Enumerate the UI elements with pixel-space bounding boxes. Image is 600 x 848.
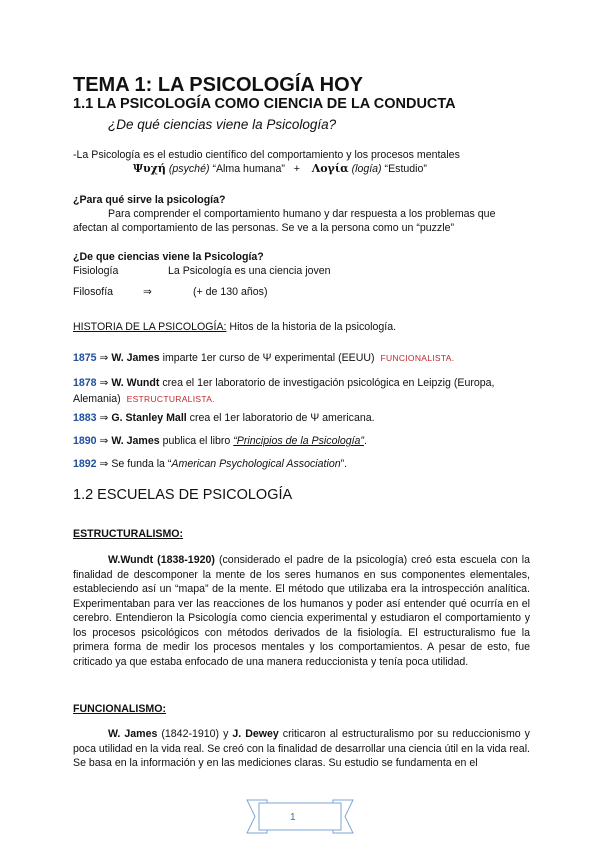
school-tag: FUNCIONALISTA. [380, 353, 455, 363]
estructuralismo-text: (considerado el padre de la psicología) creó esta escuela con la finalidad de descomponer la mente de los seres humanos en sus componentes elementales, estableciendo así un “mapa” de la mente. El método que utilizaba era la introspección analítica. Experimentaban para ver las reacciones de los humanos y poder así entender qué ocurría en el cerebro. Entendieron la Psicología como ciencia experimental y estudiaron el comportamiento y los procesos psicológicos con métodos derivados de la fisiología. El estructuralismo fue la primera forma de medir los procesos mentales y los comportamientos. A pesar de esto, fue criticado ya que estaba enfocado de una manera reduccionista y tenía poca utilidad. [73, 554, 530, 668]
psyche-latin: (psyché) [168, 163, 210, 175]
logia-latin: (logía) [351, 163, 382, 175]
arrow-icon: ⇒ [96, 377, 112, 389]
arrow-icon: ⇒ [96, 352, 112, 364]
milestone-1883 [73, 411, 375, 425]
section-2-heading: 1.2 ESCUELAS DE PSICOLOGÍA [73, 487, 293, 503]
milestone-text: crea el 1er laboratorio de Ψ americana. [186, 412, 375, 424]
james-dates: (1842-1910) y [157, 728, 233, 740]
etymology-line [133, 162, 427, 176]
logia-meaning: “Estudio” [384, 163, 427, 175]
dewey-name: J. Dewey [232, 728, 279, 740]
milestone-text: Alemania) [73, 393, 121, 405]
section-1-question: ¿De qué ciencias viene la Psicología? [108, 117, 337, 132]
funcionalismo-text: criticaron al estructuralismo por su reduccionismo y poca utilidad en la vida real. Se creó con la finalidad de desarrollar una ciencia útil en la vida real. Se basa en la información y en las mediciones claras. Su estudio se fundamenta en el [73, 728, 530, 769]
milestone-1878-cont [73, 392, 215, 406]
sirve-line-2: afectan al comportamiento de las personas. Se ve a la persona como un “puzzle” [73, 222, 454, 234]
fisiologia-label: Fisiología [73, 265, 119, 277]
definition-line: -La Psicología es el estudio científico del comportamiento y los procesos mentales [73, 149, 460, 161]
association-name: American Psychological Association [171, 458, 341, 470]
psyche-meaning: “Alma humana” [212, 163, 285, 175]
milestone-1878 [73, 376, 530, 390]
james-name: W. James [108, 728, 158, 740]
page-number-ribbon-icon [245, 797, 355, 837]
arrow-icon: ⇒ [96, 412, 112, 424]
milestone-text: Se funda la “ [111, 458, 172, 470]
milestone-end: . [363, 435, 367, 447]
milestone-year: 1892 [73, 458, 97, 470]
fisiologia-note: La Psicología es una ciencia joven [168, 265, 331, 277]
milestone-year: 1878 [73, 377, 97, 389]
milestone-text: publica el libro [159, 435, 234, 447]
milestone-1875 [73, 351, 454, 365]
milestone-1892 [73, 457, 347, 471]
milestone-1890 [73, 434, 367, 448]
greek-psyche: Ψυχή [133, 162, 166, 175]
question-sirve: ¿Para qué sirve la psicología? [73, 194, 226, 206]
arrow-icon: ⇒ [96, 458, 112, 470]
greek-logia: Λογία [311, 162, 349, 175]
estructuralismo-title: ESTRUCTURALISMO: [73, 528, 184, 540]
milestone-person: G. Stanley Mall [111, 412, 187, 424]
sirve-line-1: Para comprender el comportamiento humano y dar respuesta a los problemas que [108, 208, 496, 220]
wundt-name: W.Wundt (1838-1920) [108, 554, 215, 566]
historia-label: HISTORIA DE LA PSICOLOGÍA: [73, 321, 227, 333]
years-note: (+ de 130 años) [193, 286, 268, 298]
section-1-heading: 1.1 LA PSICOLOGÍA COMO CIENCIA DE LA CONDUCTA [73, 96, 456, 112]
arrow-icon: ⇒ [143, 286, 152, 298]
plus-sign: + [293, 163, 300, 175]
milestone-year: 1890 [73, 435, 97, 447]
book-title: “Principios de la Psicología” [233, 435, 364, 447]
milestone-person: W. James [111, 352, 160, 364]
question-ciencias: ¿De que ciencias viene la Psicología? [73, 251, 264, 263]
page-number: 1 [290, 812, 296, 823]
page-title: TEMA 1: LA PSICOLOGÍA HOY [73, 74, 364, 96]
milestone-person: W. Wundt [111, 377, 160, 389]
filosofia-label: Filosofía [73, 286, 114, 298]
estructuralismo-paragraph [73, 553, 530, 669]
funcionalismo-paragraph [73, 727, 530, 771]
funcionalismo-title: FUNCIONALISMO: [73, 703, 166, 715]
milestone-year: 1875 [73, 352, 97, 364]
school-tag: ESTRUCTURALISTA. [126, 394, 215, 404]
milestone-person: W. James [111, 435, 160, 447]
milestone-text: imparte 1er curso de Ψ experimental (EEUU) [159, 352, 375, 364]
milestone-text: crea el 1er laboratorio de investigación psicológica en Leipzig (Europa, [159, 377, 495, 389]
milestone-end: ”. [340, 458, 348, 470]
milestone-year: 1883 [73, 412, 97, 424]
arrow-icon: ⇒ [96, 435, 112, 447]
historia-desc: Hitos de la historia de la psicología. [226, 321, 397, 333]
historia-line [73, 320, 396, 334]
